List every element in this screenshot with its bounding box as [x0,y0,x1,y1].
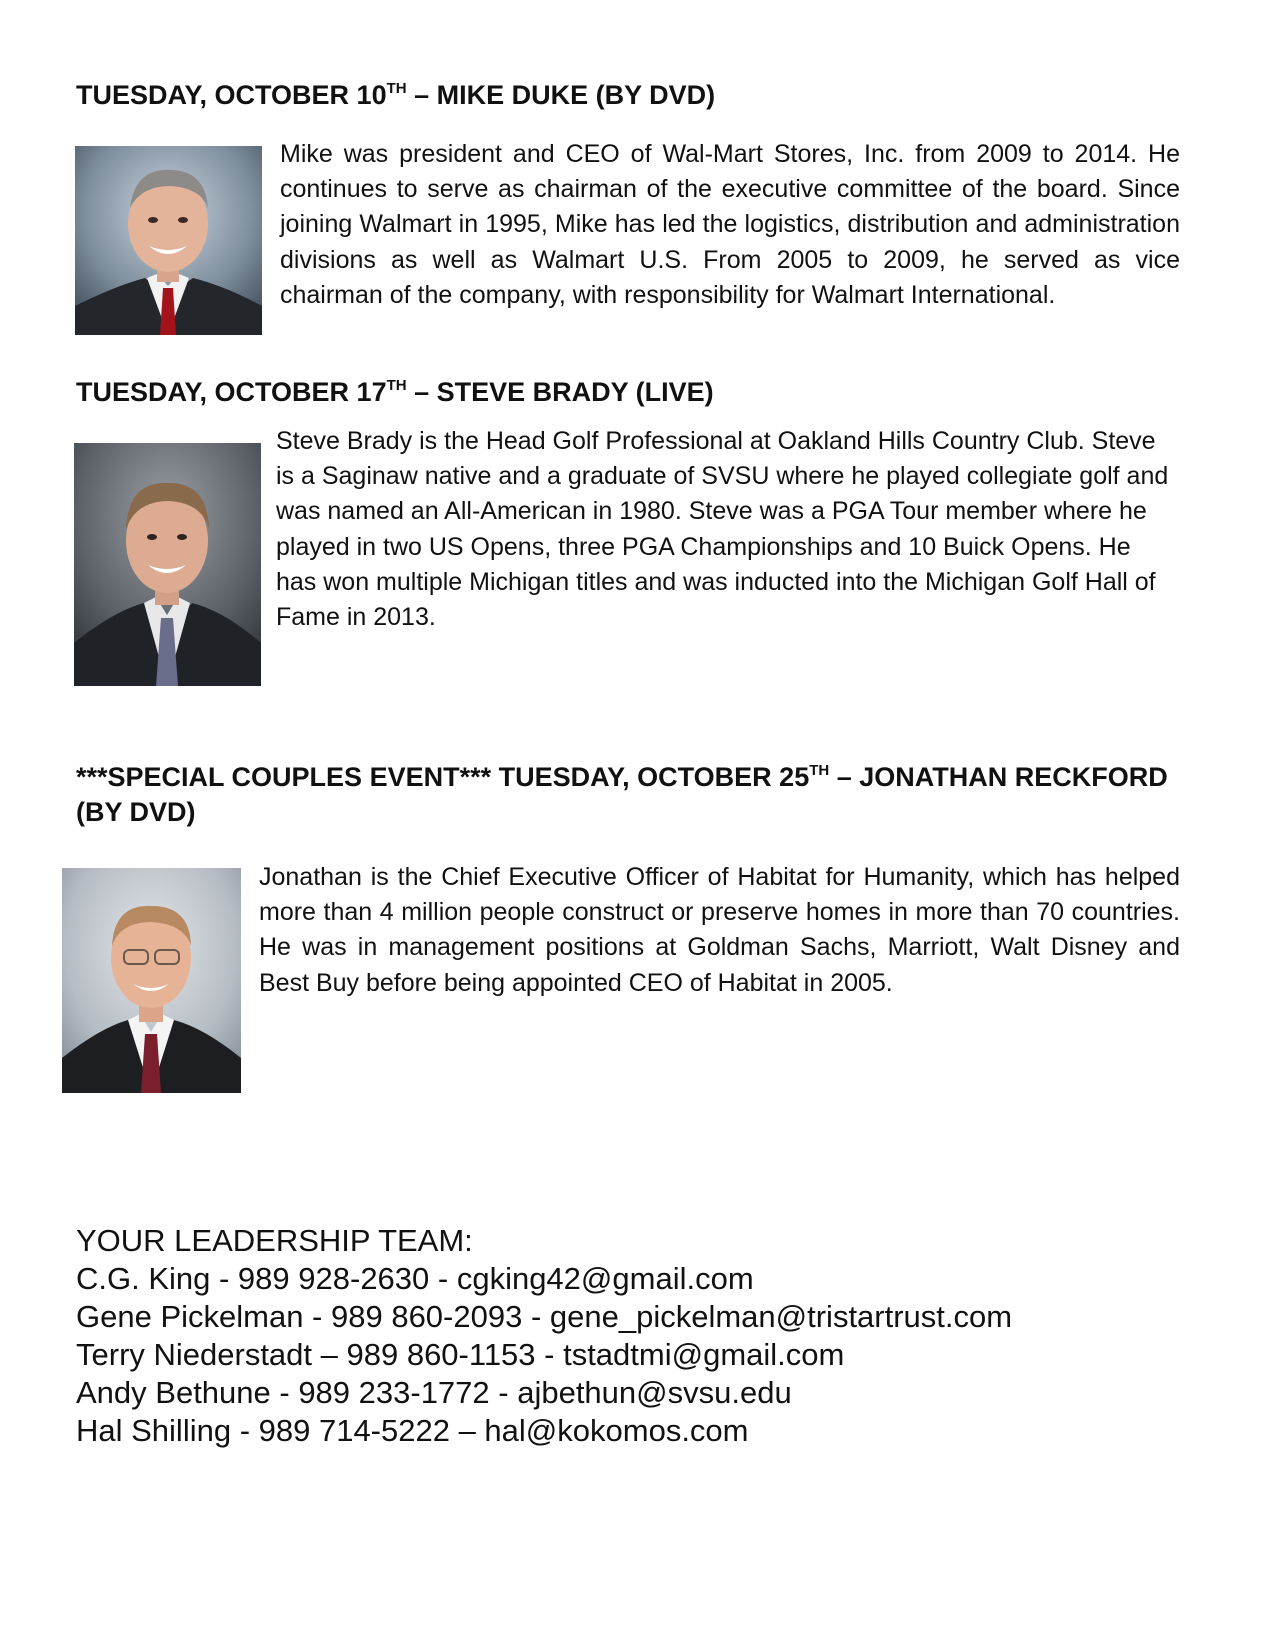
event-bio-mike-duke: Mike was president and CEO of Wal-Mart Stores, Inc. from 2009 to 2014. He continues to serve as chairman of the executive committee of the board. Since joining Walmart in 1995, Mike has led the logistics, distribution and administration divisions as well as Walmart U.S. From 2005 to 2009, he served as vice chairman of the company, with responsibility for Walmart International. [280,140,1180,309]
speaker-photo-jonathan-reckford [62,868,241,1093]
event-heading-speaker: – MIKE DUKE (BY DVD) [406,80,716,110]
event-heading-text: TUESDAY, OCTOBER 17 [76,377,387,407]
speaker-photo-mike-duke [75,146,262,335]
speaker-portrait [74,443,261,686]
event-heading-text: ***SPECIAL COUPLES EVENT*** TUESDAY, OCTOBER 25 [76,762,810,792]
event-heading-ordinal: TH [386,80,407,97]
event-heading-steve-brady [76,375,714,410]
leader-contact-gene-pickelman: Gene Pickelman - 989 860-2093 - gene_pickelman@tristartrust.com [76,1299,1013,1334]
speaker-portrait [75,146,262,335]
event-heading-mike-duke [76,78,715,113]
leader-contact-terry-niederstadt: Terry Niederstadt – 989 860-1153 - tstadtmi@gmail.com [76,1337,845,1372]
leader-contact-cg-king: C.G. King - 989 928-2630 - cgking42@gmail.com [76,1261,754,1296]
speaker-portrait [62,868,241,1093]
leadership-team [76,1222,1012,1450]
event-heading-text: TUESDAY, OCTOBER 10 [76,80,387,110]
event-bio-jonathan-reckford: Jonathan is the Chief Executive Officer of Habitat for Humanity, which has helped more than 4 million people construct or preserve homes in more than 70 countries. He was in management positions at Goldman Sachs, Marriott, Walt Disney and Best Buy before being appointed CEO of Habitat in 2005. [259,863,1180,997]
event-heading-speaker: – STEVE BRADY (LIVE) [406,377,714,407]
event-bio-steve-brady: Steve Brady is the Head Golf Professional at Oakland Hills Country Club. Steve is a Saginaw native and a graduate of SVSU where he played collegiate golf and was named an All-American in 1980. Steve was a PGA Tour member where he played in two US Opens, three PGA Championships and 10 Buick Opens. He has won multiple Michigan titles and was inducted into the Michigan Golf Hall of Fame in 2013. [276,427,1169,632]
event-heading-jonathan-reckford [76,760,1196,830]
speaker-photo-steve-brady [74,443,261,686]
leader-contact-hal-shilling: Hal Shilling - 989 714-5222 – hal@kokomos.com [76,1413,749,1448]
leader-contact-andy-bethune: Andy Bethune - 989 233-1772 - ajbethun@svsu.edu [76,1375,792,1410]
event-heading-ordinal: TH [386,377,407,394]
event-heading-speaker: – JONATHAN RECKFORD (BY DVD) [76,762,1168,827]
leadership-title: YOUR LEADERSHIP TEAM: [76,1223,473,1258]
event-heading-ordinal: TH [809,762,830,779]
